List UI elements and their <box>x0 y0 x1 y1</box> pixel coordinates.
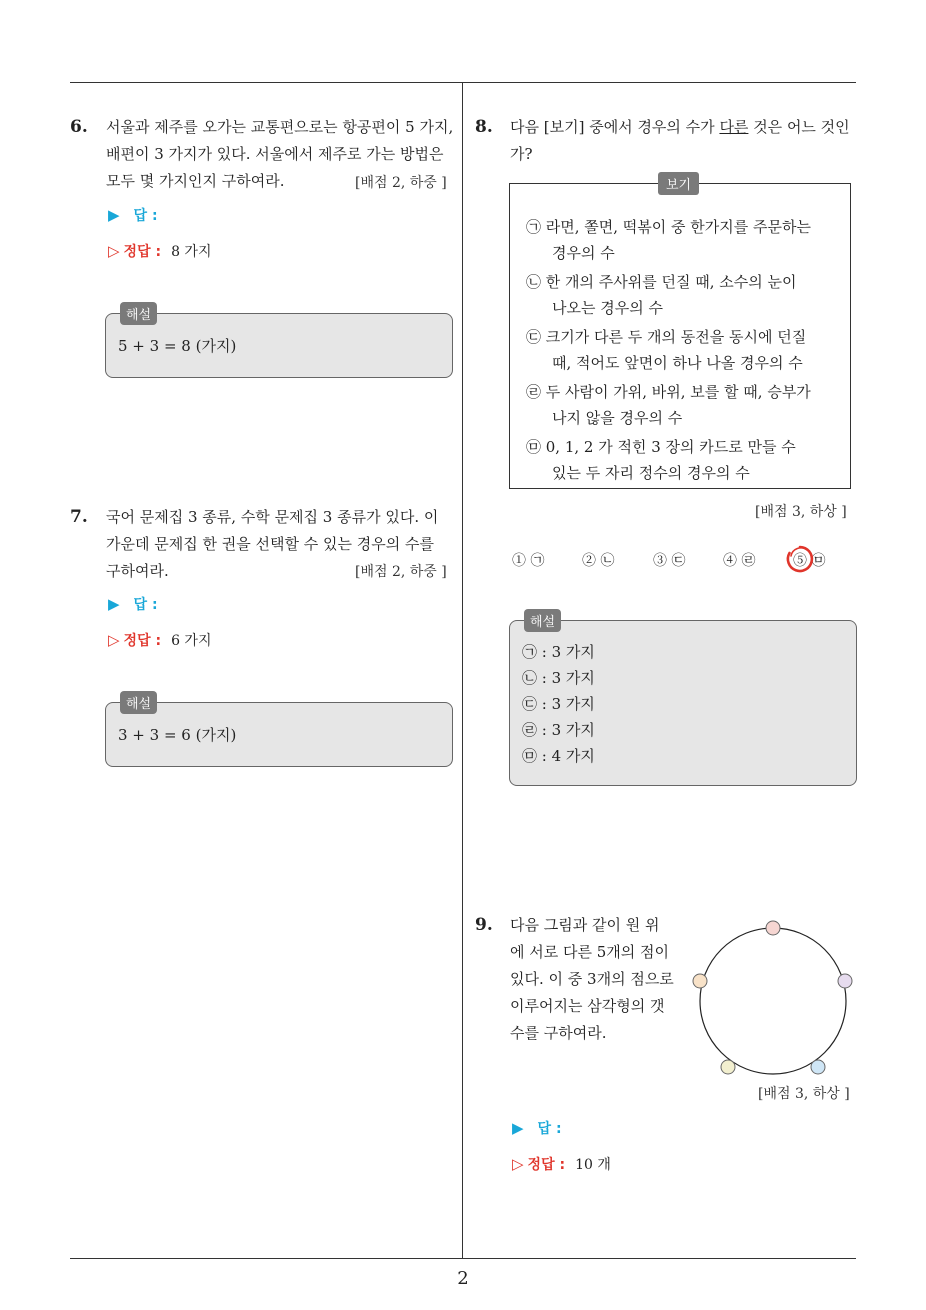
correct-answer-row <box>512 1154 611 1174</box>
text-line: 구하여라. <box>106 562 169 580</box>
explanation-tag: 해설 <box>120 302 157 325</box>
circle-point <box>838 974 852 988</box>
text-line: 있다. 이 중 3개의 점으로 <box>510 970 674 988</box>
text-underlined: 다른 <box>719 118 749 136</box>
explanation-text: 3 + 3 = 6 (가지) <box>118 726 237 744</box>
correct-label: 정답 : <box>123 633 162 649</box>
text-pre: 다음 [보기] 중에서 경우의 수가 <box>510 118 720 136</box>
text-line: 에 서로 다른 5개의 점이 <box>510 943 670 961</box>
question-text <box>510 114 860 168</box>
text-post: 것은 어느 것인 <box>748 118 850 136</box>
points-badge: [배점 2, 하중 ] <box>355 175 447 191</box>
top-rule <box>70 82 856 83</box>
text-line: 서울과 제주를 오가는 교통편으로는 항공편이 5 가지, <box>106 118 454 136</box>
question-number: 8. <box>475 117 493 137</box>
text-line: 배편이 3 가지가 있다. 서울에서 제주로 가는 방법은 <box>106 145 444 163</box>
bogi-item: ㉠ 라면, 쫄면, 떡볶이 중 한가지를 주문하는 경우의 수 <box>526 218 811 262</box>
explanation-tag: 해설 <box>120 691 157 714</box>
text-line: 가? <box>510 145 533 163</box>
choice-5[interactable]: ⑤ ㉤ <box>793 553 826 569</box>
explanation-box <box>509 615 857 786</box>
explanation-line: ㉤ : 4 가지 <box>522 747 595 765</box>
answer-label: 답 : <box>537 1121 562 1137</box>
explanation-line: ㉡ : 3 가지 <box>522 669 595 687</box>
explanation-lines <box>522 639 595 769</box>
text-line: 이루어지는 삼각형의 갯 <box>510 997 665 1015</box>
circle-point <box>766 921 780 935</box>
explanation-text: 5 + 3 = 8 (가지) <box>118 337 237 355</box>
play-filled-icon: ▶ <box>512 1119 524 1137</box>
play-outline-icon: ▷ <box>512 1155 524 1173</box>
choice-4[interactable]: ④ ㉣ <box>723 553 756 569</box>
answer-row[interactable] <box>108 205 158 225</box>
bogi-item: ㉣ 두 사람이 가위, 바위, 보를 할 때, 승부가 나지 않을 경우의 수 <box>526 383 811 427</box>
explanation-box <box>105 697 453 767</box>
correct-value: 10 개 <box>575 1157 611 1173</box>
text-line: 다음 그림과 같이 원 위 <box>510 916 660 934</box>
circle-figure <box>685 915 865 1085</box>
question-number: 7. <box>70 507 88 527</box>
correct-label: 정답 : <box>527 1157 566 1173</box>
correct-answer-row <box>108 241 211 261</box>
bogi-box <box>509 178 851 489</box>
circle-point <box>693 974 707 988</box>
points-badge: [배점 2, 하중 ] <box>355 564 447 580</box>
bogi-item: ㉢ 크기가 다른 두 개의 동전을 동시에 던질 때, 적어도 앞면이 하나 나올 경우의 수 <box>526 328 807 372</box>
play-outline-icon: ▷ <box>108 242 120 260</box>
points-badge: [배점 3, 하상 ] <box>755 504 847 520</box>
explanation-box <box>105 308 453 378</box>
bogi-tag: 보기 <box>658 172 699 195</box>
correct-answer-row <box>108 630 211 650</box>
answer-label: 답 : <box>133 208 158 224</box>
choice-1[interactable]: ① ㉠ <box>512 553 545 569</box>
answer-label: 답 : <box>133 597 158 613</box>
question-number: 6. <box>70 117 88 137</box>
bogi-item: ㉤ 0, 1, 2 가 적힌 3 장의 카드로 만들 수 있는 두 자리 정수의 경우의 수 <box>526 438 796 482</box>
page-number: 2 <box>457 1268 469 1289</box>
explanation-line: ㉢ : 3 가지 <box>522 695 595 713</box>
circle-point <box>721 1060 735 1074</box>
text-line: 국어 문제집 3 종류, 수학 문제집 3 종류가 있다. 이 <box>106 508 439 526</box>
correct-value: 8 가지 <box>171 244 212 260</box>
selected-mark-icon <box>785 544 815 574</box>
bottom-rule <box>70 1258 856 1259</box>
correct-value: 6 가지 <box>171 633 212 649</box>
explanation-tag: 해설 <box>524 609 561 632</box>
column-divider <box>462 83 463 1258</box>
question-text <box>510 912 690 1047</box>
play-filled-icon: ▶ <box>108 206 120 224</box>
text-line <box>510 114 860 141</box>
circle-point <box>811 1060 825 1074</box>
text-line: 수를 구하여라. <box>510 1024 607 1042</box>
play-filled-icon: ▶ <box>108 595 120 613</box>
explanation-line: ㉣ : 3 가지 <box>522 721 595 739</box>
text-line: 가운데 문제집 한 권을 선택할 수 있는 경우의 수를 <box>106 535 434 553</box>
text-line: 모두 몇 가지인지 구하여라. <box>106 172 285 190</box>
bogi-item: ㉡ 한 개의 주사위를 던질 때, 소수의 눈이 나오는 경우의 수 <box>526 273 797 317</box>
answer-row[interactable] <box>108 594 158 614</box>
correct-label: 정답 : <box>123 244 162 260</box>
question-number: 9. <box>475 915 493 935</box>
choice-3[interactable]: ③ ㉢ <box>653 553 686 569</box>
play-outline-icon: ▷ <box>108 631 120 649</box>
choice-2[interactable]: ② ㉡ <box>582 553 615 569</box>
explanation-line: ㉠ : 3 가지 <box>522 643 595 661</box>
points-badge: [배점 3, 하상 ] <box>758 1086 850 1102</box>
answer-row[interactable] <box>512 1118 562 1138</box>
